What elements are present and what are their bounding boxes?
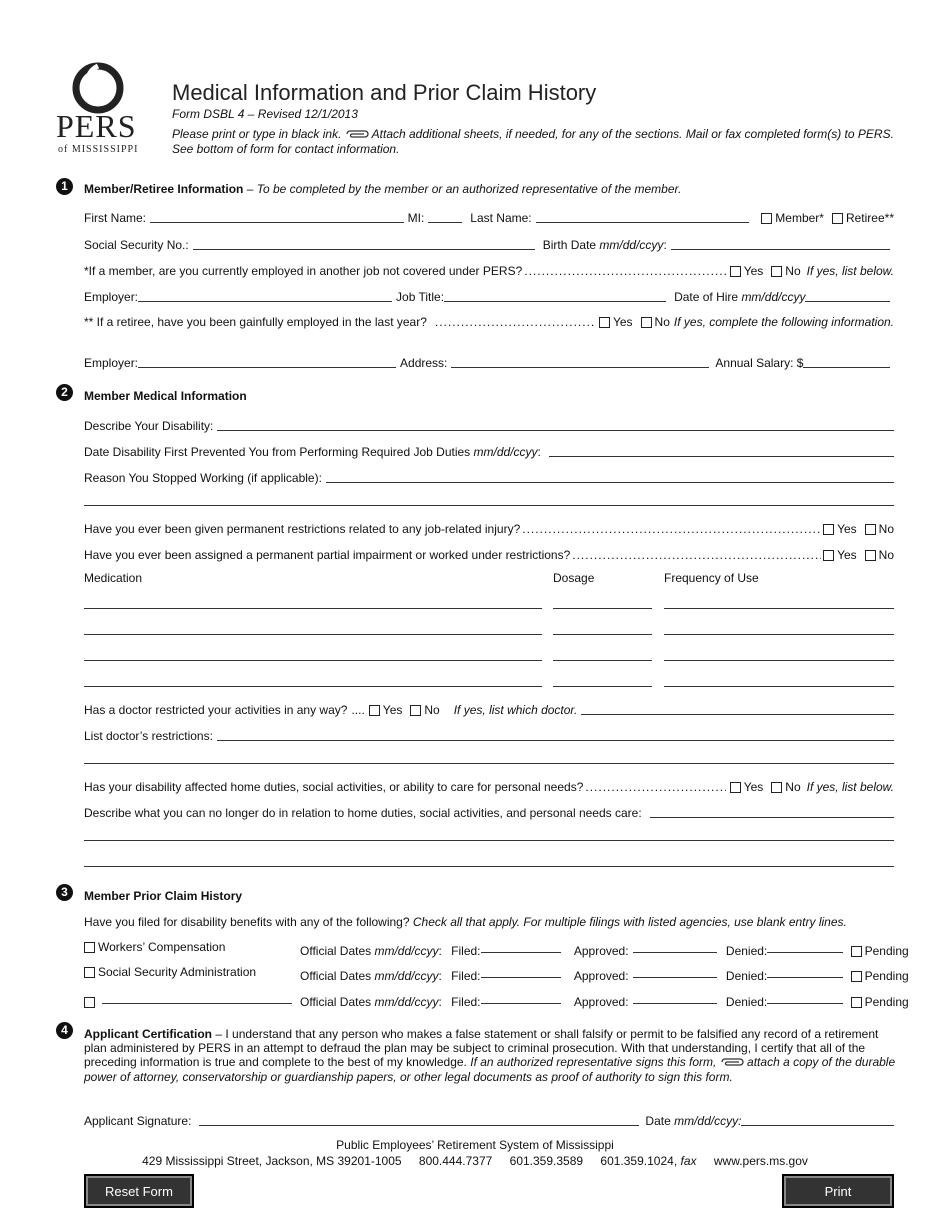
- footer-contact: [0, 1154, 950, 1168]
- retiree-question: ** If a retiree, have you been gainfully employed in the last year?: [84, 315, 427, 329]
- print-button[interactable]: Print: [782, 1174, 894, 1208]
- describe-no-longer-field[interactable]: [650, 805, 894, 818]
- certification-text-1: I understand that any person who makes a false statement or shall falsify or permit to be falsified any record of a retirement plan administered by PERS in an attempt to defraud the plan may be subject to criminal prosecution. With that understanding, I certify that all of the preceding information is true and complete to the best of my knowledge.: [84, 1027, 879, 1069]
- medication-field[interactable]: [84, 686, 542, 687]
- date-prevented-field[interactable]: [549, 444, 894, 457]
- signature-date-label: Date: [645, 1114, 671, 1128]
- home-duties-yes-checkbox[interactable]: [730, 782, 741, 793]
- employed-question-row: [84, 260, 894, 278]
- claim-row-workers-comp: Workers’ Compensation Official Dates mm/dd/ccyy: Filed: Approved: Denied: Pending: [84, 940, 894, 958]
- paperclip-icon: [720, 1056, 744, 1070]
- pending-checkbox[interactable]: [851, 946, 862, 957]
- section-2-title: Member Medical Information: [84, 389, 247, 403]
- home-duties-yes-label: Yes: [743, 780, 764, 794]
- footer-web[interactable]: www.pers.ms.gov: [713, 1154, 808, 1168]
- section-1-title: Member/Retiree Information: [84, 182, 244, 196]
- mi-label: MI:: [407, 211, 425, 225]
- signature-date-format: mm/dd/ccyy: [674, 1114, 739, 1128]
- last-name-field[interactable]: [536, 210, 750, 223]
- pending-label: Pending: [864, 944, 909, 958]
- prior-claim-question-note: Check all that apply. For multiple filings with listed agencies, use blank entry lines.: [412, 915, 847, 929]
- perm-restrictions-row: [84, 518, 894, 536]
- denied-label: Denied:: [725, 969, 768, 983]
- prior-claim-question: [84, 915, 847, 929]
- ssa-label: Social Security Administration: [98, 965, 257, 979]
- first-name-label: First Name:: [84, 211, 147, 225]
- describe-no-longer-label: Describe what you can no longer do in relation to home duties, social activities, and personal needs care:: [84, 806, 642, 820]
- describe-disability-row: [84, 415, 894, 433]
- employer-field[interactable]: [138, 289, 392, 302]
- retiree-question-row: [84, 311, 894, 329]
- approved-label: Approved:: [573, 969, 629, 983]
- pending-checkbox[interactable]: [851, 971, 862, 982]
- medication-field[interactable]: [84, 660, 542, 661]
- last-name-label: Last Name:: [470, 211, 532, 225]
- dosage-field[interactable]: [553, 686, 652, 687]
- filed-label: Filed:: [451, 969, 481, 983]
- reason-stopped-line-2[interactable]: [84, 505, 894, 506]
- list-restrictions-row: [84, 725, 894, 743]
- retiree-label: Retiree**: [845, 211, 894, 225]
- denied-field[interactable]: [767, 991, 843, 1004]
- employed-yes-label: Yes: [743, 264, 764, 278]
- filed-field[interactable]: [481, 940, 561, 953]
- dosage-field[interactable]: [553, 634, 652, 635]
- denied-label: Denied:: [725, 944, 768, 958]
- retiree-employer-label: Employer:: [84, 356, 139, 370]
- section-2-number: 2: [56, 384, 73, 401]
- reason-stopped-row: [84, 467, 894, 485]
- perm-impairment-yes-label: Yes: [837, 548, 857, 562]
- instructions: [172, 127, 902, 156]
- frequency-header: Frequency of Use: [664, 571, 759, 585]
- footer-address: 429 Mississippi Street, Jackson, MS 39201-1005: [142, 1154, 402, 1168]
- official-dates-label: Official Dates: [300, 944, 372, 958]
- employed-yes-checkbox[interactable]: [730, 266, 741, 277]
- employed-no-label: No: [785, 264, 801, 278]
- address-field[interactable]: [451, 355, 709, 368]
- approved-field[interactable]: [633, 991, 717, 1004]
- list-restrictions-label: List doctor’s restrictions:: [84, 729, 213, 743]
- paperclip-icon: [345, 128, 369, 142]
- perm-impairment-yes-checkbox[interactable]: [823, 550, 834, 561]
- filed-label: Filed:: [451, 944, 481, 958]
- frequency-field[interactable]: [664, 634, 894, 635]
- medication-field[interactable]: [84, 634, 542, 635]
- form-id: Form DSBL 4 – Revised 12/1/2013: [172, 107, 358, 121]
- prior-claim-question-text: Have you filed for disability benefits with any of the following?: [84, 915, 410, 929]
- perm-impairment-no-label: No: [878, 548, 894, 562]
- section-4-title: Applicant Certification: [84, 1027, 213, 1041]
- describe-no-longer-row: [84, 802, 894, 820]
- filed-field[interactable]: [481, 965, 561, 978]
- home-duties-question: Has your disability affected home duties, social activities, or ability to care for personal needs?: [84, 780, 584, 794]
- section-3-title: Member Prior Claim History: [84, 889, 243, 903]
- section-4-number: 4: [56, 1022, 73, 1039]
- member-label: Member*: [775, 211, 824, 225]
- certification-text: Applicant Certification – I understand that any person who makes a false statement or shall falsify or permit to be falsified any record of a retirement plan administered by PERS in an attempt to defraud the plan may be subject to criminal prosecution. With that understanding, I certify that all of the preceding information is true and complete to the best of my knowledge. If an authorized representative signs this form, attach a copy of the durable power of attorney, conservatorship or guardianship papers, or other legal documents as proof of authority to sign this form.: [84, 1027, 896, 1084]
- retiree-employer-field[interactable]: [138, 355, 396, 368]
- signature-field[interactable]: [199, 1113, 639, 1126]
- birth-date-format: mm/dd/ccyy: [599, 238, 664, 252]
- denied-field[interactable]: [767, 965, 843, 978]
- footer-fax-label: fax: [680, 1154, 697, 1168]
- date-of-hire-field[interactable]: [805, 289, 890, 302]
- section-1-subtitle: To be completed by the member or an authorized representative of the member.: [256, 182, 682, 196]
- employer-label: Employer:: [84, 290, 139, 304]
- annual-salary-field[interactable]: [803, 355, 890, 368]
- retiree-no-checkbox[interactable]: [641, 317, 652, 328]
- describe-disability-label: Describe Your Disability:: [84, 419, 214, 433]
- pending-label: Pending: [864, 969, 909, 983]
- ssn-label: Social Security No.:: [84, 238, 189, 252]
- member-checkbox[interactable]: [761, 213, 772, 224]
- official-dates-format: mm/dd/ccyy: [374, 969, 439, 983]
- doctor-restricted-no-checkbox[interactable]: [410, 705, 421, 716]
- job-title-field[interactable]: [444, 289, 666, 302]
- dosage-field[interactable]: [553, 608, 652, 609]
- date-prevented-row: Date Disability First Prevented You from Performing Required Job Duties mm/dd/ccyy :: [84, 441, 894, 459]
- ssn-field[interactable]: [193, 237, 535, 250]
- instructions-line-1: Please print or type in black ink.: [172, 127, 342, 141]
- doctor-restricted-yes-label: Yes: [382, 703, 403, 717]
- retiree-if-yes-note: If yes, complete the following information.: [673, 315, 894, 329]
- logo-text: PERS: [56, 108, 137, 144]
- denied-label: Denied:: [725, 995, 768, 1009]
- denied-field[interactable]: [767, 940, 843, 953]
- date-of-hire-format: mm/dd/ccyy: [741, 290, 806, 304]
- describe-no-longer-line-2[interactable]: [84, 840, 894, 841]
- describe-disability-field[interactable]: [217, 418, 894, 431]
- perm-restrictions-yes-label: Yes: [837, 522, 857, 536]
- list-restrictions-field[interactable]: [217, 728, 894, 741]
- section-1-header: Member/Retiree Information – To be completed by the member or an authorized representative of the member.: [84, 182, 682, 196]
- retiree-yes-checkbox[interactable]: [599, 317, 610, 328]
- doctor-name-field[interactable]: [581, 702, 894, 715]
- filed-field[interactable]: [481, 991, 561, 1004]
- footer-fax: 601.359.1024,: [600, 1154, 678, 1168]
- filed-label: Filed:: [451, 995, 481, 1009]
- perm-restrictions-no-label: No: [878, 522, 894, 536]
- official-dates-label: Official Dates: [300, 969, 372, 983]
- perm-restrictions-question: Have you ever been given permanent restrictions related to any job-related injury?: [84, 522, 521, 536]
- approved-field[interactable]: [633, 965, 717, 978]
- perm-restrictions-yes-checkbox[interactable]: [823, 524, 834, 535]
- certification-text-2b: attach a copy of the durable power of attorney, conservatorship or guardianship papers, or other legal documents as proof of authority to sign this form.: [84, 1055, 896, 1084]
- date-prevented-format: mm/dd/ccyy: [473, 445, 538, 459]
- workers-comp-checkbox[interactable]: [84, 942, 95, 953]
- name-row: [84, 207, 894, 225]
- official-dates-format: mm/dd/ccyy: [374, 944, 439, 958]
- signature-label: Applicant Signature:: [84, 1114, 192, 1128]
- home-duties-no-checkbox[interactable]: [771, 782, 782, 793]
- home-duties-no-label: No: [785, 780, 801, 794]
- perm-impairment-question: Have you ever been assigned a permanent partial impairment or worked under restrictions?: [84, 548, 571, 562]
- frequency-field[interactable]: [664, 608, 894, 609]
- retiree-checkbox[interactable]: [832, 213, 843, 224]
- date-prevented-label: Date Disability First Prevented You from Performing Required Job Duties: [84, 445, 471, 459]
- ssa-checkbox[interactable]: [84, 967, 95, 978]
- other-agency-checkbox[interactable]: [84, 997, 95, 1008]
- reason-stopped-label: Reason You Stopped Working (if applicable):: [84, 471, 322, 485]
- footer-phone-1: 800.444.7377: [418, 1154, 493, 1168]
- section-1-number: 1: [56, 178, 73, 195]
- official-dates-label: Official Dates: [300, 995, 372, 1009]
- dosage-field[interactable]: [553, 660, 652, 661]
- page-title: Medical Information and Prior Claim History: [172, 80, 597, 105]
- certification-text-2a: If an authorized representative signs this form,: [470, 1055, 717, 1069]
- address-label: Address:: [400, 356, 448, 370]
- claim-row-other: Official Dates mm/dd/ccyy: Filed: Approved: Denied: Pending: [84, 991, 894, 1009]
- frequency-field[interactable]: [664, 660, 894, 661]
- annual-salary-label: Annual Salary: $: [715, 356, 804, 370]
- claim-row-ssa: Social Security Administration Official Dates mm/dd/ccyy: Filed: Approved: Denied: Pending: [84, 965, 894, 983]
- home-duties-row: [84, 776, 894, 794]
- describe-no-longer-line-3[interactable]: [84, 866, 894, 867]
- job-title-label: Job Title:: [396, 290, 445, 304]
- section-3-number: 3: [56, 884, 73, 901]
- first-name-field[interactable]: [150, 210, 404, 223]
- instructions-line-3: See bottom of form for contact information.: [172, 141, 400, 156]
- perm-impairment-no-checkbox[interactable]: [865, 550, 876, 561]
- doctor-restricted-no-label: No: [424, 703, 440, 717]
- footer-phone-2: 601.359.3589: [509, 1154, 584, 1168]
- employed-no-checkbox[interactable]: [771, 266, 782, 277]
- pers-logo: [52, 60, 144, 156]
- reason-stopped-field[interactable]: [326, 470, 894, 483]
- doctor-if-yes-note: If yes, list which doctor.: [453, 703, 578, 717]
- perm-restrictions-no-checkbox[interactable]: [865, 524, 876, 535]
- doctor-restricted-yes-checkbox[interactable]: [369, 705, 380, 716]
- approved-label: Approved:: [573, 944, 629, 958]
- logo-subtext: of MISSISSIPPI: [58, 144, 139, 155]
- list-restrictions-line-2[interactable]: [84, 763, 894, 764]
- doctor-restricted-question: Has a doctor restricted your activities in any way?: [84, 703, 348, 717]
- approved-label: Approved:: [573, 995, 629, 1009]
- birth-date-field[interactable]: [671, 237, 890, 250]
- birth-date-label: Birth Date: [542, 238, 597, 252]
- pending-checkbox[interactable]: [851, 997, 862, 1008]
- employer-row: [84, 286, 894, 304]
- footer-org: Public Employees’ Retirement System of Mississippi: [336, 1138, 614, 1152]
- approved-field[interactable]: [633, 940, 717, 953]
- frequency-field[interactable]: [664, 686, 894, 687]
- home-duties-if-yes-note: If yes, list below.: [806, 780, 894, 794]
- retiree-no-label: No: [654, 315, 670, 329]
- medication-header: Medication: [84, 571, 143, 585]
- workers-comp-label: Workers’ Compensation: [98, 940, 226, 954]
- official-dates-format: mm/dd/ccyy: [374, 995, 439, 1009]
- reset-form-button[interactable]: Reset Form: [84, 1174, 194, 1208]
- other-agency-field[interactable]: [102, 991, 292, 1004]
- pending-label: Pending: [864, 995, 909, 1009]
- ssn-row: Social Security No.: Birth Date mm/dd/ccyy :: [84, 234, 894, 252]
- employed-question: *If a member, are you currently employed in another job not covered under PERS?: [84, 264, 523, 278]
- retiree-employer-row: [84, 352, 894, 370]
- date-of-hire-label: Date of Hire: [674, 290, 739, 304]
- dosage-header: Dosage: [553, 571, 595, 585]
- signature-date-field[interactable]: [741, 1113, 894, 1126]
- perm-impairment-row: [84, 544, 894, 562]
- retiree-yes-label: Yes: [612, 315, 633, 329]
- instructions-line-2: Attach additional sheets, if needed, for any of the sections. Mail or fax completed form(s) to PERS.: [371, 127, 894, 141]
- doctor-restricted-row: Has a doctor restricted your activities in any way? .... Yes No If yes, list which doctor.: [84, 699, 894, 717]
- signature-row: Applicant Signature: Date mm/dd/ccyy :: [84, 1110, 894, 1128]
- employed-if-yes-note: If yes, list below.: [806, 264, 894, 278]
- mi-field[interactable]: [428, 210, 462, 223]
- medication-field[interactable]: [84, 608, 542, 609]
